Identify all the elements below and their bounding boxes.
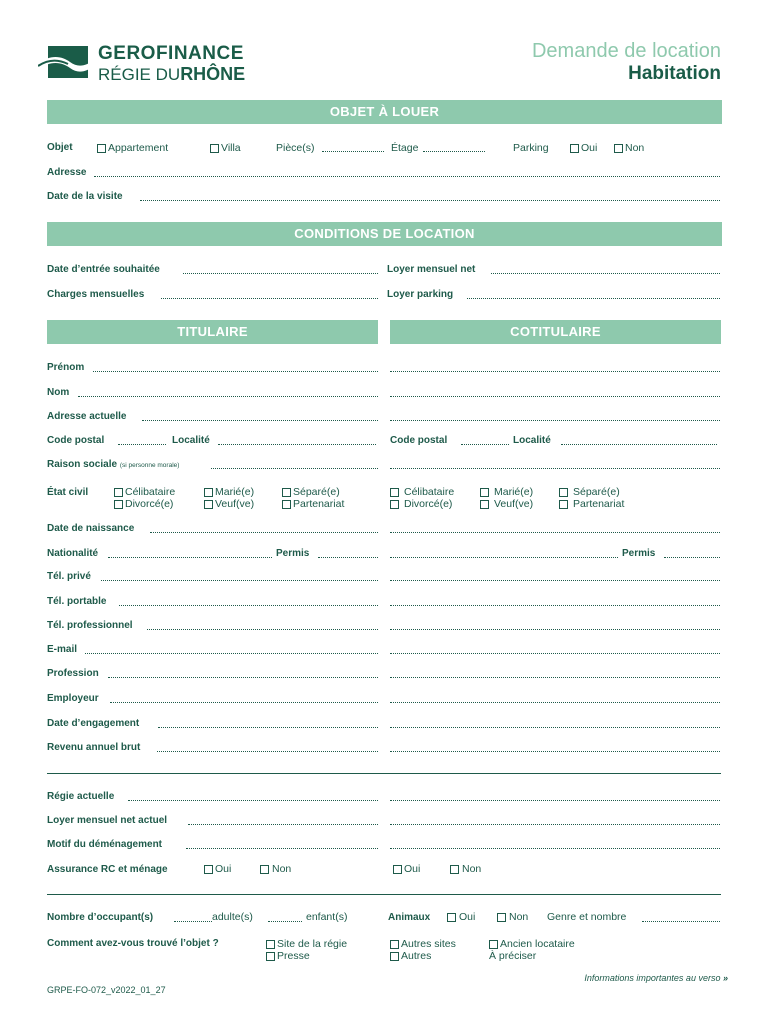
parking-oui-label: Oui [581, 142, 598, 154]
pieces-field[interactable] [322, 151, 384, 152]
co-veuf-label: Veuf(ve) [494, 498, 534, 510]
etat-civil-label: État civil [47, 487, 89, 498]
section-conditions-header: CONDITIONS DE LOCATION [47, 222, 722, 246]
assurance-non-label: Non [272, 863, 292, 875]
date-visite-field[interactable] [140, 200, 720, 201]
brand-name: GEROFINANCE [98, 43, 244, 64]
titulaire-tel-portable-field[interactable] [119, 605, 378, 606]
cotitulaire-permis-field[interactable] [664, 557, 720, 558]
titulaire-marie-checkbox[interactable] [204, 488, 213, 497]
charges-label: Charges mensuelles [47, 289, 145, 300]
autres-sites-label: Autres sites [401, 938, 456, 950]
etage-field[interactable] [423, 151, 485, 152]
cotitulaire-prenom-field[interactable] [390, 371, 720, 372]
titulaire-profession-field[interactable] [108, 677, 378, 678]
nom-label: Nom [47, 387, 70, 398]
cotitulaire-localite-field[interactable] [561, 444, 717, 445]
titulaire-email-field[interactable] [85, 653, 378, 654]
co-code-postal-label: Code postal [390, 435, 448, 446]
cotitulaire-revenu-field[interactable] [390, 751, 720, 752]
titulaire-nom-field[interactable] [78, 396, 378, 397]
cotitulaire-celibataire-checkbox[interactable] [390, 488, 399, 497]
date-engagement-label: Date d’engagement [47, 718, 140, 729]
comment-label: Comment avez-vous trouvé l’objet ? [47, 938, 219, 949]
cotitulaire-divorce-checkbox[interactable] [390, 500, 399, 509]
parking-non-checkbox[interactable] [614, 144, 623, 153]
cotitulaire-motif-field[interactable] [390, 848, 720, 849]
cotitulaire-tel-pro-field[interactable] [390, 629, 720, 630]
form-code: GRPE-FO-072_v2022_01_27 [47, 985, 166, 995]
marie-label: Marié(e) [215, 486, 255, 498]
appartement-checkbox[interactable] [97, 144, 106, 153]
adresse-label: Adresse [47, 167, 87, 178]
appartement-label: Appartement [108, 142, 169, 154]
loyer-parking-field[interactable] [467, 298, 720, 299]
co-partenariat-label: Partenariat [573, 498, 625, 510]
villa-checkbox[interactable] [210, 144, 219, 153]
cotitulaire-nationalite-field[interactable] [390, 557, 618, 558]
loyer-parking-label: Loyer parking [387, 289, 454, 300]
titulaire-code-postal-field[interactable] [118, 444, 166, 445]
motif-label: Motif du déménagement [47, 839, 163, 850]
code-postal-label: Code postal [47, 435, 105, 446]
permis-label: Permis [276, 548, 310, 559]
email-label: E-mail [47, 644, 78, 655]
tel-portable-label: Tél. portable [47, 596, 107, 607]
autres-checkbox[interactable] [390, 952, 399, 961]
date-entree-label: Date d’entrée souhaitée [47, 264, 160, 275]
co-localite-label: Localité [513, 435, 551, 446]
adultes-label: adulte(s) [212, 911, 253, 923]
adresse-field[interactable] [94, 176, 720, 177]
parking-non-label: Non [625, 142, 645, 154]
titulaire-divorce-checkbox[interactable] [114, 500, 123, 509]
titulaire-loyer-actuel-field[interactable] [188, 824, 378, 825]
animaux-non-label: Non [509, 911, 529, 923]
preciser-label: À préciser [489, 950, 537, 962]
cotitulaire-email-field[interactable] [390, 653, 720, 654]
celibataire-label: Célibataire [125, 486, 176, 498]
enfants-label: enfant(s) [306, 911, 348, 923]
site-regie-checkbox[interactable] [266, 940, 275, 949]
cotitulaire-assurance-non-checkbox[interactable] [450, 865, 459, 874]
cotitulaire-nom-field[interactable] [390, 396, 720, 397]
section-cotitulaire-header: COTITULAIRE [390, 320, 721, 344]
etage-label: Étage [391, 142, 419, 154]
titulaire-celibataire-checkbox[interactable] [114, 488, 123, 497]
section-titulaire-header: TITULAIRE [47, 320, 378, 344]
titulaire-prenom-field[interactable] [93, 371, 378, 372]
ancien-locataire-label: Ancien locataire [500, 938, 575, 950]
form-subtitle: Habitation [628, 63, 721, 84]
loyer-actuel-label: Loyer mensuel net actuel [47, 815, 168, 826]
titulaire-tel-pro-field[interactable] [147, 629, 378, 630]
titulaire-motif-field[interactable] [186, 848, 378, 849]
cotitulaire-separe-checkbox[interactable] [559, 488, 568, 497]
tel-pro-label: Tél. professionnel [47, 620, 133, 631]
cotitulaire-veuf-checkbox[interactable] [480, 500, 489, 509]
parking-oui-checkbox[interactable] [570, 144, 579, 153]
date-entree-field[interactable] [183, 273, 378, 274]
cotitulaire-code-postal-field[interactable] [461, 444, 509, 445]
verso-note: Informations importantes au verso » [584, 973, 728, 983]
cotitulaire-profession-field[interactable] [390, 677, 720, 678]
adresse-actuelle-label: Adresse actuelle [47, 411, 127, 422]
titulaire-assurance-non-checkbox[interactable] [260, 865, 269, 874]
cotitulaire-loyer-actuel-field[interactable] [390, 824, 720, 825]
assurance-label: Assurance RC et ménage [47, 864, 168, 875]
ancien-locataire-checkbox[interactable] [489, 940, 498, 949]
assurance-oui-label: Oui [215, 863, 232, 875]
titulaire-localite-field[interactable] [218, 444, 376, 445]
date-visite-label: Date de la visite [47, 191, 123, 202]
autres-label: Autres [401, 950, 432, 962]
titulaire-veuf-checkbox[interactable] [204, 500, 213, 509]
presse-label: Presse [277, 950, 310, 962]
genre-field[interactable] [642, 921, 720, 922]
co-assurance-oui-label: Oui [404, 863, 421, 875]
titulaire-tel-prive-field[interactable] [101, 580, 378, 581]
loyer-net-label: Loyer mensuel net [387, 264, 476, 275]
titulaire-date-engagement-field[interactable] [158, 727, 378, 728]
section-objet-header: OBJET À LOUER [47, 100, 722, 124]
revenu-label: Revenu annuel brut [47, 742, 141, 753]
cotitulaire-raison-sociale-field[interactable] [390, 468, 720, 469]
co-permis-label: Permis [622, 548, 656, 559]
occupants-label: Nombre d’occupant(s) [47, 912, 154, 923]
cotitulaire-assurance-oui-checkbox[interactable] [393, 865, 402, 874]
titulaire-assurance-oui-checkbox[interactable] [204, 865, 213, 874]
titulaire-nationalite-field[interactable] [108, 557, 272, 558]
loyer-net-field[interactable] [491, 273, 720, 274]
nationalite-label: Nationalité [47, 548, 99, 559]
regie-actuelle-label: Régie actuelle [47, 791, 115, 802]
employeur-label: Employeur [47, 693, 99, 704]
parking-label: Parking [513, 142, 549, 154]
cotitulaire-date-naissance-field[interactable] [390, 532, 720, 533]
titulaire-permis-field[interactable] [318, 557, 378, 558]
partenariat-label: Partenariat [293, 498, 345, 510]
cotitulaire-regie-field[interactable] [390, 800, 720, 801]
titulaire-employeur-field[interactable] [110, 702, 378, 703]
charges-field[interactable] [161, 298, 378, 299]
cotitulaire-partenariat-checkbox[interactable] [559, 500, 568, 509]
titulaire-separe-checkbox[interactable] [282, 488, 291, 497]
co-celibataire-label: Célibataire [404, 486, 455, 498]
animaux-oui-checkbox[interactable] [447, 913, 456, 922]
titulaire-raison-sociale-field[interactable] [211, 468, 378, 469]
co-divorce-label: Divorcé(e) [404, 498, 453, 510]
divorce-label: Divorcé(e) [125, 498, 174, 510]
localite-label: Localité [172, 435, 210, 446]
titulaire-date-naissance-field[interactable] [150, 532, 378, 533]
cotitulaire-adresse-field[interactable] [390, 420, 720, 421]
veuf-label: Veuf(ve) [215, 498, 255, 510]
gerofinance-logo-icon [38, 44, 94, 80]
enfants-field[interactable] [268, 921, 302, 922]
pieces-label: Pièce(s) [276, 142, 315, 154]
autres-sites-checkbox[interactable] [390, 940, 399, 949]
brand-subname: RÉGIE DURHÔNE [98, 64, 246, 84]
raison-sociale-label: Raison sociale (si personne morale) [47, 459, 180, 470]
villa-label: Villa [221, 142, 241, 154]
prenom-label: Prénom [47, 362, 85, 373]
cotitulaire-tel-portable-field[interactable] [390, 605, 720, 606]
co-assurance-non-label: Non [462, 863, 482, 875]
cotitulaire-date-engagement-field[interactable] [390, 727, 720, 728]
separe-label: Séparé(e) [293, 486, 340, 498]
co-marie-label: Marié(e) [494, 486, 534, 498]
presse-checkbox[interactable] [266, 952, 275, 961]
titulaire-partenariat-checkbox[interactable] [282, 500, 291, 509]
genre-label: Genre et nombre [547, 911, 627, 923]
animaux-label: Animaux [388, 912, 431, 923]
cotitulaire-marie-checkbox[interactable] [480, 488, 489, 497]
date-naissance-label: Date de naissance [47, 523, 135, 534]
form-title: Demande de location [531, 40, 721, 62]
adultes-field[interactable] [174, 921, 212, 922]
site-regie-label: Site de la régie [277, 938, 348, 950]
divider-2 [47, 894, 721, 895]
animaux-oui-label: Oui [459, 911, 476, 923]
co-separe-label: Séparé(e) [573, 486, 620, 498]
animaux-non-checkbox[interactable] [497, 913, 506, 922]
titulaire-revenu-field[interactable] [157, 751, 378, 752]
tel-prive-label: Tél. privé [47, 571, 91, 582]
profession-label: Profession [47, 668, 99, 679]
cotitulaire-tel-prive-field[interactable] [390, 580, 720, 581]
cotitulaire-employeur-field[interactable] [390, 702, 720, 703]
titulaire-adresse-field[interactable] [142, 420, 378, 421]
objet-label: Objet [47, 142, 73, 153]
divider-1 [47, 773, 721, 774]
titulaire-regie-field[interactable] [128, 800, 378, 801]
